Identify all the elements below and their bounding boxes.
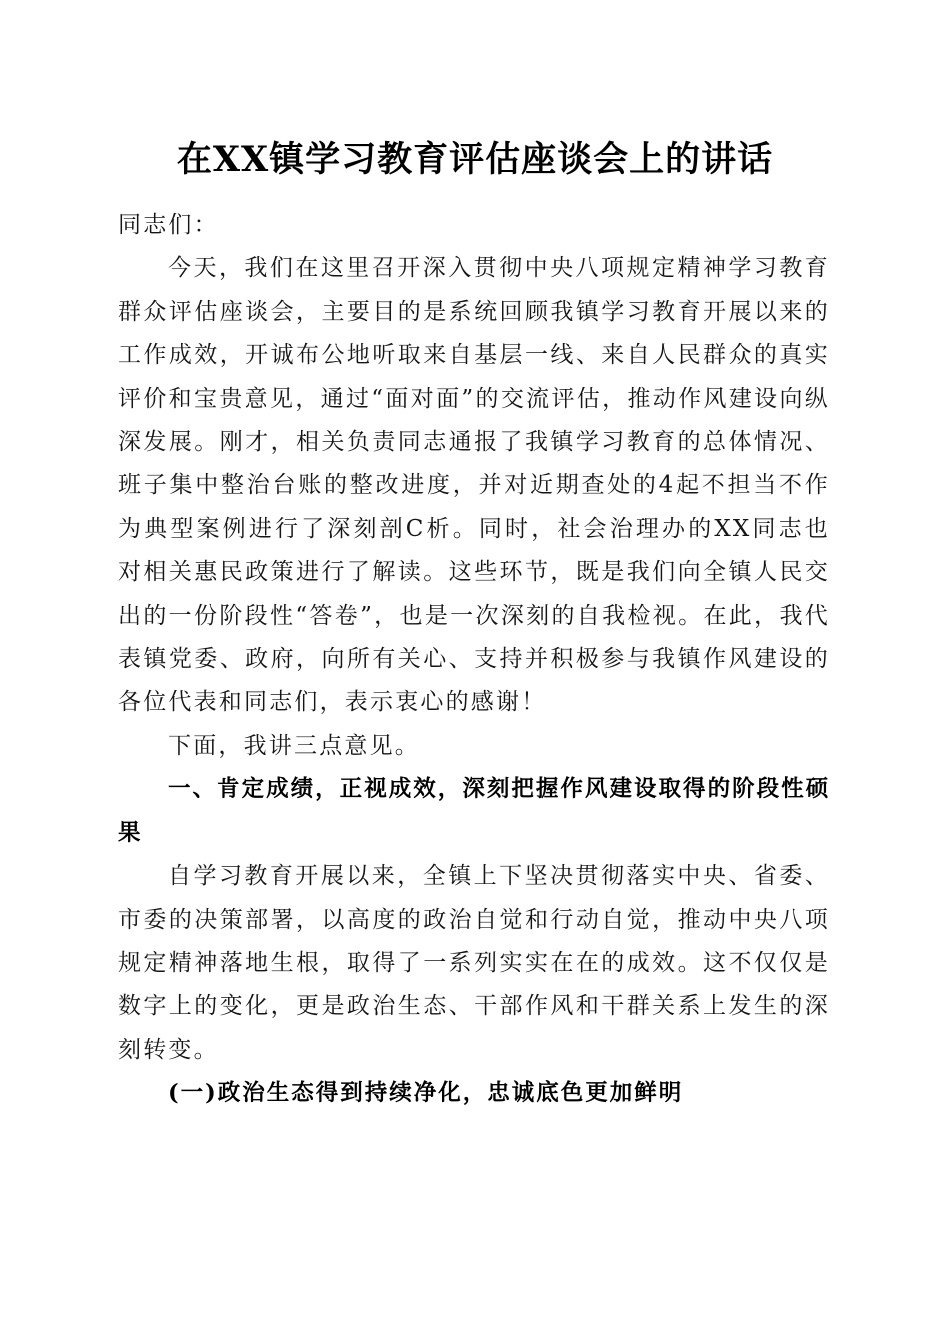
paragraph-opening: 今天，我们在这里召开深入贯彻中央八项规定精神学习教育群众评估座谈会，主要目的是系统回顾我镇学习教育开展以来的工作成效，开诚布公地听取来自基层一线、来自人民群众的真实评价和宝贵意见，通过“面对面”的交流评估，推动作风建设向纵深发展。刚才，相关负责同志通报了我镇学习教育的总体情况、班子集中整治台账的整改进度，并对近期查处的4起不担当不作为典型案例进行了深刻剖C析。同时，社会治理办的XX同志也对相关惠民政策进行了解读。这些环节，既是我们向全镇人民交出的一份阶段性“答卷”，也是一次深刻的自我检视。在此，我代表镇党委、政府，向所有关心、支持并积极参与我镇作风建设的各位代表和同志们，表示衷心的感谢！ — [118, 255, 830, 716]
document-body — [118, 204, 830, 1116]
salutation: 同志们： — [118, 212, 219, 238]
subsection-heading-1: (一)政治生态得到持续净化，忠诚底色更加鲜明 — [168, 1080, 684, 1107]
section-heading-1: 一、肯定成绩，正视成效，深刻把握作风建设取得的阶段性硕果 — [118, 776, 830, 846]
paragraph-achievements: 自学习教育开展以来，全镇上下坚决贯彻落实中央、省委、市委的决策部署，以高度的政治自觉和行动自觉，推动中央八项规定精神落地生根，取得了一系列实实在在的成效。这不仅仅是数字上的变化，更是政治生态、干部作风和干群关系上发生的深刻转变。 — [118, 863, 830, 1063]
document-title: 在XX镇学习教育评估座谈会上的讲话 — [176, 139, 774, 180]
paragraph-intro-points: 下面，我讲三点意见。 — [168, 732, 420, 759]
